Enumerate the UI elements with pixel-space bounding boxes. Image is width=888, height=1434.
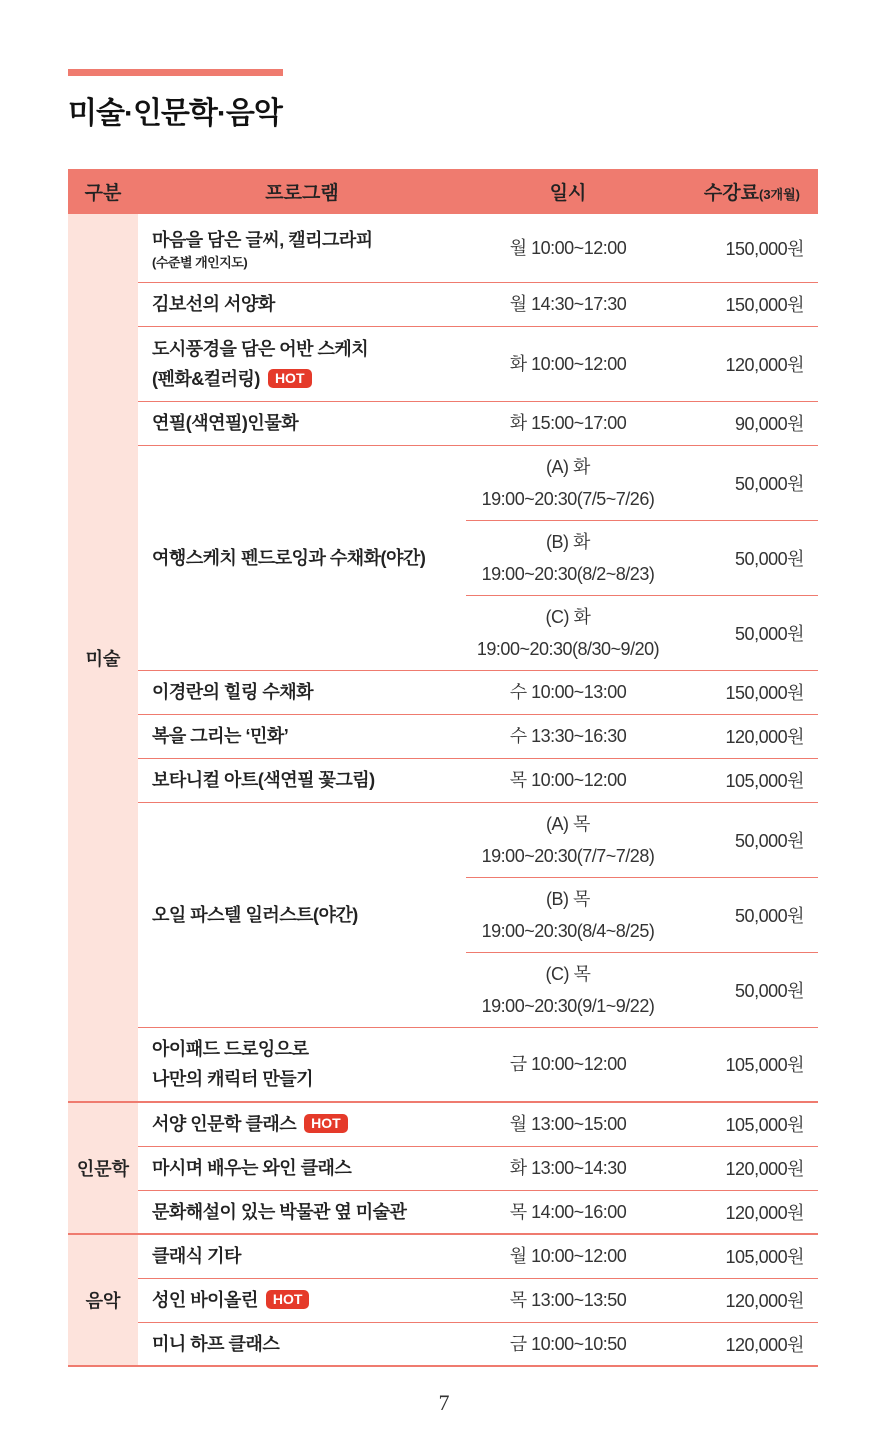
table-row: [68, 1146, 818, 1190]
program-name: 문화해설이 있는 박물관 옆 미술관: [138, 1190, 466, 1234]
table-row: [68, 714, 818, 758]
schedule-time: 화 15:00~17:00: [466, 401, 670, 445]
schedule-time: 목 14:00~16:00: [466, 1190, 670, 1234]
program-name: 연필(색연필)인물화: [138, 401, 466, 445]
schedule-time: 수 10:00~13:00: [466, 670, 670, 714]
program-fee: 150,000원: [670, 670, 818, 714]
schedule-time: 금 10:00~12:00: [466, 1027, 670, 1102]
schedule-time: (C) 화 19:00~20:30(8/30~9/20): [466, 595, 670, 670]
program-name: 여행스케치 펜드로잉과 수채화(야간): [138, 445, 466, 670]
program-name: 복을 그리는 ‘민화’: [138, 714, 466, 758]
schedule-table: [68, 169, 818, 1367]
table-row: [68, 1027, 818, 1102]
table-row: [68, 670, 818, 714]
header-category: 구분: [68, 169, 138, 214]
program-fee: 105,000원: [670, 1027, 818, 1102]
schedule-time: 화 13:00~14:30: [466, 1146, 670, 1190]
header-fee: 수강료(3개월): [670, 169, 818, 214]
schedule-time: 목 13:00~13:50: [466, 1278, 670, 1322]
schedule-time: 금 10:00~10:50: [466, 1322, 670, 1366]
table-row: [68, 326, 818, 401]
program-name: 이경란의 힐링 수채화: [138, 670, 466, 714]
program-fee: 50,000원: [670, 802, 818, 877]
program-fee: 120,000원: [670, 1278, 818, 1322]
program-fee: 50,000원: [670, 952, 818, 1027]
table-row: [68, 1278, 818, 1322]
program-fee: 150,000원: [670, 282, 818, 326]
program-name: 오일 파스텔 일러스트(야간): [138, 802, 466, 1027]
program-fee: 50,000원: [670, 595, 818, 670]
program-fee: 120,000원: [670, 1190, 818, 1234]
program-name: 마음을 담은 글씨, 캘리그라피 (수준별 개인지도): [138, 214, 466, 282]
schedule-time: 월 14:30~17:30: [466, 282, 670, 326]
category-art: 미술: [68, 214, 138, 1102]
table-row: [68, 214, 818, 282]
page-number: 7: [438, 1390, 450, 1415]
program-note: (수준별 개인지도): [152, 254, 248, 270]
schedule-time: 화 10:00~12:00: [466, 326, 670, 401]
header-program: 프로그램: [138, 169, 466, 214]
schedule-time: (B) 목 19:00~20:30(8/4~8/25): [466, 877, 670, 952]
table-row: [68, 1234, 818, 1278]
program-fee: 90,000원: [670, 401, 818, 445]
program-fee: 105,000원: [670, 1102, 818, 1146]
table-row: [68, 401, 818, 445]
program-fee: 120,000원: [670, 1322, 818, 1366]
schedule-time: (A) 목 19:00~20:30(7/7~7/28): [466, 802, 670, 877]
program-name: 보타니컬 아트(색연필 꽃그림): [138, 758, 466, 802]
table-row: [68, 1102, 818, 1146]
table-row: [68, 802, 818, 877]
schedule-time: (A) 화 19:00~20:30(7/5~7/26): [466, 445, 670, 520]
program-name: 클래식 기타: [138, 1234, 466, 1278]
section-title: 미술·인문학·음악: [68, 97, 282, 130]
table-header-row: [68, 169, 818, 214]
program-name: 아이패드 드로잉으로 나만의 캐릭터 만들기: [138, 1027, 466, 1102]
table-row: [68, 758, 818, 802]
title-accent-bar: [68, 69, 283, 76]
program-name: 성인 바이올린 HOT: [138, 1278, 466, 1322]
schedule-time: 월 10:00~12:00: [466, 1234, 670, 1278]
hot-badge: HOT: [268, 369, 312, 388]
program-name: 서양 인문학 클래스 HOT: [138, 1102, 466, 1146]
program-fee: 50,000원: [670, 520, 818, 595]
program-fee: 50,000원: [670, 877, 818, 952]
schedule-time: 목 10:00~12:00: [466, 758, 670, 802]
program-fee: 105,000원: [670, 758, 818, 802]
schedule-time: 수 13:30~16:30: [466, 714, 670, 758]
program-fee: 150,000원: [670, 214, 818, 282]
program-name: 김보선의 서양화: [138, 282, 466, 326]
category-music: 음악: [68, 1234, 138, 1366]
program-fee: 120,000원: [670, 1146, 818, 1190]
schedule-time: (B) 화 19:00~20:30(8/2~8/23): [466, 520, 670, 595]
schedule-time: 월 13:00~15:00: [466, 1102, 670, 1146]
schedule-time: (C) 목 19:00~20:30(9/1~9/22): [466, 952, 670, 1027]
header-time: 일시: [466, 169, 670, 214]
program-name: 도시풍경을 담은 어반 스케치 (펜화&컬러링) HOT: [138, 326, 466, 401]
table-row: [68, 282, 818, 326]
program-fee: 120,000원: [670, 326, 818, 401]
program-fee: 105,000원: [670, 1234, 818, 1278]
hot-badge: HOT: [304, 1114, 348, 1133]
program-fee: 50,000원: [670, 445, 818, 520]
table-row: [68, 1322, 818, 1366]
program-name: 마시며 배우는 와인 클래스: [138, 1146, 466, 1190]
schedule-time: 월 10:00~12:00: [466, 214, 670, 282]
hot-badge: HOT: [266, 1290, 310, 1309]
category-humanities: 인문학: [68, 1102, 138, 1234]
table-row: [68, 445, 818, 520]
program-fee: 120,000원: [670, 714, 818, 758]
program-name: 미니 하프 클래스: [138, 1322, 466, 1366]
table-row: [68, 1190, 818, 1234]
